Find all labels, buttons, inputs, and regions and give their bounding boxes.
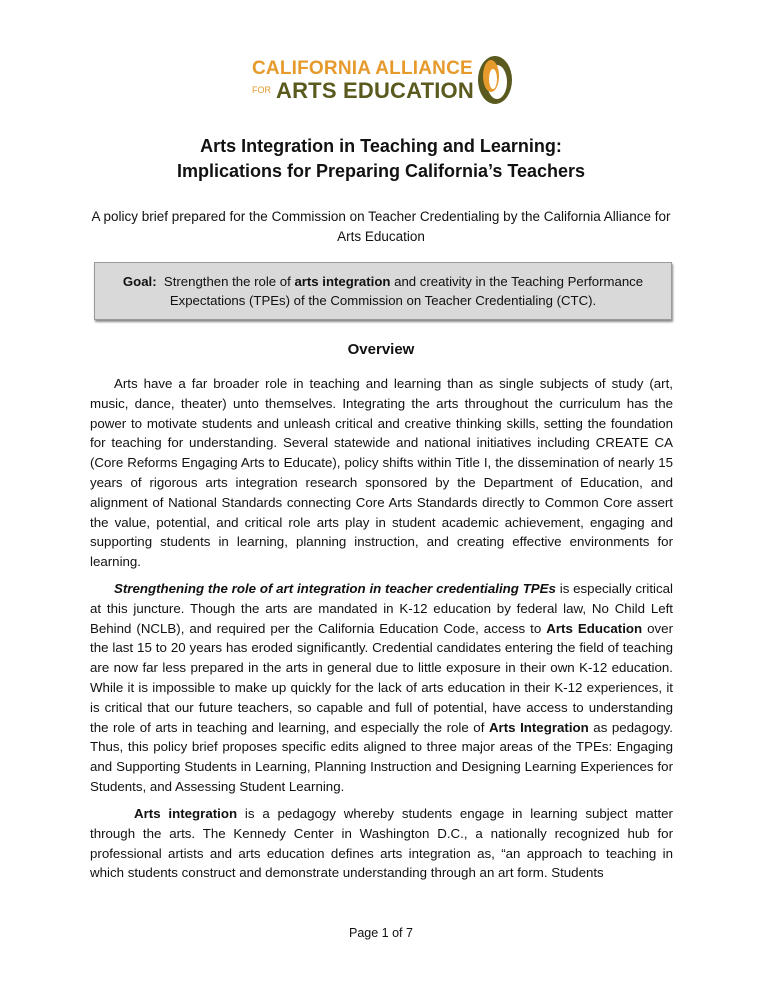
document-subtitle: A policy brief prepared for the Commission on Teacher Credentialing by the California Alliance for Arts Education (91, 209, 671, 244)
logo-for-text: FOR (252, 85, 271, 95)
goal-text-after: and creativity in the Teaching Performance Expectations (TPEs) of the Commission on Teacher Credentialing (CTC). (169, 274, 644, 308)
goal-callout (94, 262, 672, 320)
paragraph-2-part-1: is especially critical at this juncture. Though the arts are mandated in K-12 education by federal law, No Child Left Behind (NCLB), and required per the California Education Code, access to (90, 581, 673, 636)
logo-line-1: CALIFORNIA ALLIANCE (252, 58, 473, 79)
page-number-footer: Page 1 of 7 (349, 926, 413, 940)
logo-swirl-icon (474, 48, 516, 108)
overview-paragraph-2 (90, 579, 673, 797)
document-title (0, 134, 762, 184)
organization-logo (252, 46, 522, 110)
paragraph-2-bold-1: Arts Education (546, 620, 643, 636)
title-line-2: Implications for Preparing California’s Teachers (176, 161, 586, 181)
paragraph-3-lead: Arts integration (134, 806, 238, 821)
paragraph-3-text: is a pedagogy whereby students engage in learning subject matter through the arts. The Kennedy Center in Washington D.C., a nationally recognized hub for professional artists and arts education defines arts integration as, “an approach to teaching in which students construct and demonstrate understanding through an art form. Students (90, 806, 673, 881)
goal-emphasis: arts integration (294, 274, 391, 289)
paragraph-2-part-2: over the last 15 to 20 years has eroded significantly. Credential candidates entering the field of teaching are now far less prepared in the arts in general due to little exposure in their own K-12 education. While it is impossible to make up quickly for the lack of arts education in their K-12 experiences, it is critical that our future teachers, so capable and full of potential, have access to understanding the role of arts in teaching and learning, and especially the role of (90, 620, 673, 735)
paragraph-2-lead: Strengthening the role of art integration in teacher credentialing TPEs (114, 581, 556, 596)
section-heading-overview: Overview (347, 341, 415, 358)
overview-paragraph-1: Arts have a far broader role in teaching and learning than as single subjects of study (art, music, dance, theater) unto themselves. Integrating the arts throughout the curriculum has the power to motivate students and unleash critical and creative thinking skills, setting the foundation for teaching for understanding. Several statewide and national initiatives including CREATE CA (Core Reforms Engaging Arts to Educate), policy shifts within Title I, the dissemination of nearly 15 years of rigorous arts integration research sponsored by the Department of Education, and alignment of National Standards connecting Core Arts Standards directly to Common Core assert the value, potential, and critical role arts play in student academic achievement, engaging and supporting students in learning, planning instruction, and creating effective environments for learning. (90, 376, 673, 570)
overview-paragraph-3 (90, 804, 673, 883)
paragraph-2-bold-2: Arts Integration (488, 719, 589, 735)
goal-label: Goal: (122, 274, 157, 289)
paragraph-2-part-3: as pedagogy. Thus, this policy brief proposes specific edits aligned to three major areas of the TPEs: Engaging and Supporting Students in Learning, Planning Instruction and Designing Learning Experiences for Students, and Assessing Student Learning. (90, 719, 673, 794)
logo-line-2: ARTS EDUCATION (276, 78, 474, 103)
goal-text-before: Strengthen the role of (163, 274, 291, 289)
title-line-1: Arts Integration in Teaching and Learning: (200, 136, 562, 156)
